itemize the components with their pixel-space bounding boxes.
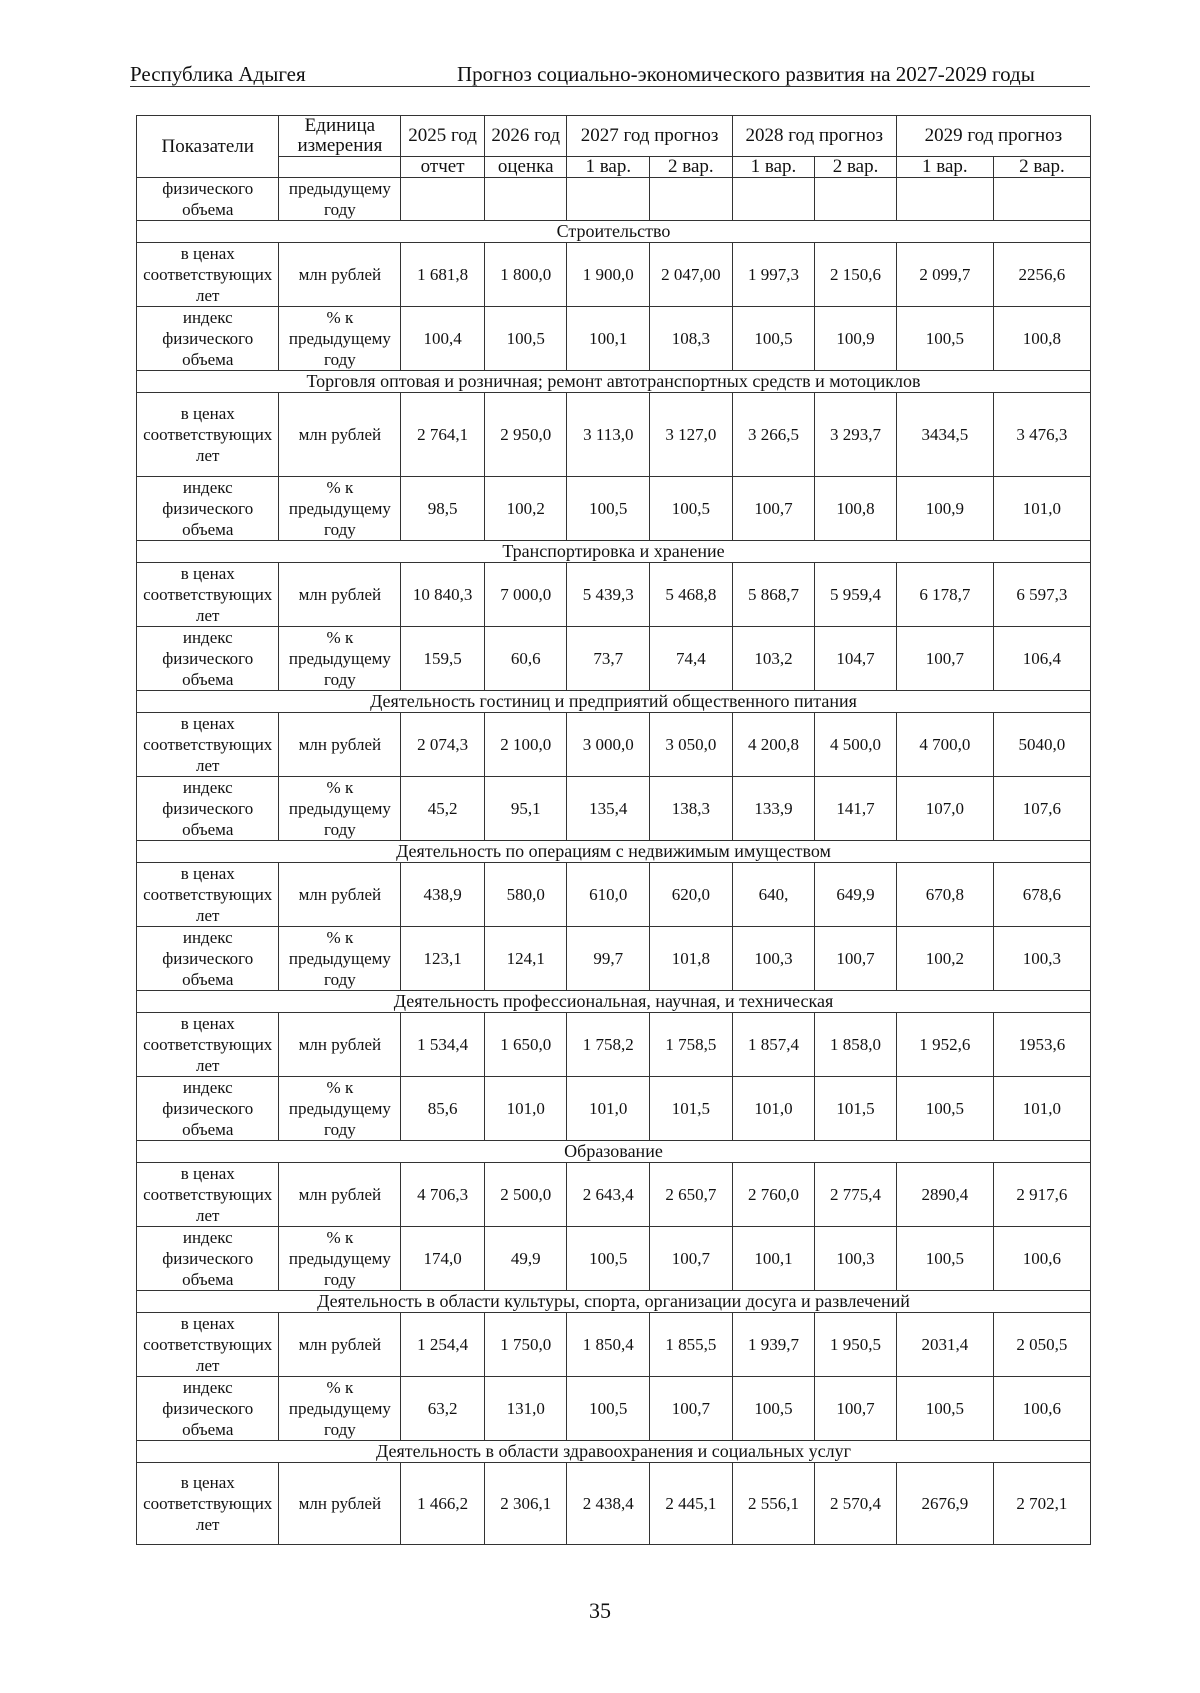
- value-cell: 1 466,2: [401, 1463, 485, 1545]
- row-unit: млн рублей: [279, 1463, 401, 1545]
- value-cell: 3 293,7: [815, 393, 897, 477]
- value-cell: 100,3: [815, 1227, 897, 1291]
- value-cell: 2031,4: [896, 1313, 993, 1377]
- forecast-table: [136, 115, 1091, 1545]
- value-cell: 1 650,0: [484, 1013, 567, 1077]
- empty-cell: [650, 178, 733, 221]
- value-cell: 2 150,6: [815, 243, 897, 307]
- header-row: [137, 116, 1091, 157]
- value-cell: 100,9: [896, 477, 993, 541]
- value-cell: 1 534,4: [401, 1013, 485, 1077]
- row-unit: млн рублей: [279, 393, 401, 477]
- value-cell: 5040,0: [993, 713, 1090, 777]
- value-cell: 124,1: [484, 927, 567, 991]
- value-cell: 3 127,0: [650, 393, 733, 477]
- value-cell: 107,6: [993, 777, 1090, 841]
- value-cell: 100,2: [484, 477, 567, 541]
- value-cell: 3 050,0: [650, 713, 733, 777]
- section-row: [137, 841, 1091, 863]
- value-cell: 100,3: [993, 927, 1090, 991]
- value-cell: 1 997,3: [732, 243, 815, 307]
- value-cell: 5 868,7: [732, 563, 815, 627]
- row-label: в ценах соответствующих лет: [137, 563, 279, 627]
- value-cell: 2 702,1: [993, 1463, 1090, 1545]
- value-cell: 2890,4: [896, 1163, 993, 1227]
- value-cell: 63,2: [401, 1377, 485, 1441]
- value-cell: 45,2: [401, 777, 485, 841]
- table-row: [137, 1463, 1091, 1545]
- value-cell: 131,0: [484, 1377, 567, 1441]
- section-row: [137, 991, 1091, 1013]
- value-cell: 2676,9: [896, 1463, 993, 1545]
- row-unit: млн рублей: [279, 563, 401, 627]
- value-cell: 60,6: [484, 627, 567, 691]
- value-cell: 135,4: [567, 777, 650, 841]
- value-cell: 4 700,0: [896, 713, 993, 777]
- value-cell: 100,7: [896, 627, 993, 691]
- value-cell: 3 266,5: [732, 393, 815, 477]
- value-cell: 1 758,2: [567, 1013, 650, 1077]
- row-label: индекс физического объема: [137, 1377, 279, 1441]
- table-row: [137, 1227, 1091, 1291]
- value-cell: 580,0: [484, 863, 567, 927]
- value-cell: 2 500,0: [484, 1163, 567, 1227]
- value-cell: 100,9: [815, 307, 897, 371]
- document-title: Прогноз социально-экономического развития на 2027-2029 годы: [457, 62, 1035, 86]
- value-cell: 49,9: [484, 1227, 567, 1291]
- value-cell: 10 840,3: [401, 563, 485, 627]
- subheader-row: [137, 157, 1091, 178]
- row-unit: % к предыдущему году: [279, 477, 401, 541]
- row-label: в ценах соответствующих лет: [137, 1463, 279, 1545]
- value-cell: 123,1: [401, 927, 485, 991]
- value-cell: 1 855,5: [650, 1313, 733, 1377]
- row-unit: % к предыдущему году: [279, 927, 401, 991]
- row-unit: млн рублей: [279, 243, 401, 307]
- section-title: Строительство: [137, 221, 1091, 243]
- col-2029-var1: 1 вар.: [896, 157, 993, 178]
- value-cell: 100,3: [732, 927, 815, 991]
- section-row: [137, 541, 1091, 563]
- value-cell: 3 113,0: [567, 393, 650, 477]
- empty-cell: [732, 178, 815, 221]
- row-unit: % к предыдущему году: [279, 1377, 401, 1441]
- row-label: в ценах соответствующих лет: [137, 863, 279, 927]
- value-cell: 2 917,6: [993, 1163, 1090, 1227]
- value-cell: 2 100,0: [484, 713, 567, 777]
- value-cell: 100,6: [993, 1377, 1090, 1441]
- value-cell: 1 681,8: [401, 243, 485, 307]
- value-cell: 2 445,1: [650, 1463, 733, 1545]
- value-cell: 100,7: [650, 1227, 733, 1291]
- value-cell: 101,0: [484, 1077, 567, 1141]
- value-cell: 2 099,7: [896, 243, 993, 307]
- value-cell: 100,5: [896, 1077, 993, 1141]
- value-cell: 100,7: [815, 927, 897, 991]
- value-cell: 2 760,0: [732, 1163, 815, 1227]
- col-unit: Единица измерения: [279, 116, 401, 157]
- value-cell: 438,9: [401, 863, 485, 927]
- empty-cell: [815, 178, 897, 221]
- col-2027-var1: 1 вар.: [567, 157, 650, 178]
- col-2027-var2: 2 вар.: [650, 157, 733, 178]
- value-cell: 640,: [732, 863, 815, 927]
- section-title: Деятельность в области здравоохранения и социальных услуг: [137, 1441, 1091, 1463]
- value-cell: 2 764,1: [401, 393, 485, 477]
- section-row: [137, 1291, 1091, 1313]
- row-unit: % к предыдущему году: [279, 777, 401, 841]
- value-cell: 3 476,3: [993, 393, 1090, 477]
- row-unit: млн рублей: [279, 863, 401, 927]
- row-unit: % к предыдущему году: [279, 627, 401, 691]
- row-label: в ценах соответствующих лет: [137, 713, 279, 777]
- section-title: Торговля оптовая и розничная; ремонт автотранспортных средств и мотоциклов: [137, 371, 1091, 393]
- col-2028: 2028 год прогноз: [732, 116, 896, 157]
- value-cell: 100,5: [567, 1227, 650, 1291]
- section-title: Деятельность гостиниц и предприятий общественного питания: [137, 691, 1091, 713]
- value-cell: 6 597,3: [993, 563, 1090, 627]
- row-label: в ценах соответствующих лет: [137, 393, 279, 477]
- col-2028-var1: 1 вар.: [732, 157, 815, 178]
- value-cell: 649,9: [815, 863, 897, 927]
- col-2026-sub: оценка: [484, 157, 567, 178]
- running-header: [130, 60, 1090, 87]
- row-label: индекс физического объема: [137, 307, 279, 371]
- value-cell: 1 857,4: [732, 1013, 815, 1077]
- section-title: Транспортировка и хранение: [137, 541, 1091, 563]
- value-cell: 2 775,4: [815, 1163, 897, 1227]
- value-cell: 73,7: [567, 627, 650, 691]
- section-title: Деятельность по операциям с недвижимым имуществом: [137, 841, 1091, 863]
- value-cell: 1953,6: [993, 1013, 1090, 1077]
- row-label: индекс физического объема: [137, 777, 279, 841]
- value-cell: 101,0: [567, 1077, 650, 1141]
- value-cell: 100,2: [896, 927, 993, 991]
- row-label: индекс физического объема: [137, 1077, 279, 1141]
- value-cell: 107,0: [896, 777, 993, 841]
- value-cell: 4 706,3: [401, 1163, 485, 1227]
- value-cell: 100,5: [732, 307, 815, 371]
- col-unit-blank: [279, 157, 401, 178]
- table-row: [137, 777, 1091, 841]
- value-cell: 100,6: [993, 1227, 1090, 1291]
- table-row: [137, 1013, 1091, 1077]
- empty-cell: [484, 178, 567, 221]
- col-2029-var2: 2 вар.: [993, 157, 1090, 178]
- value-cell: 2 047,00: [650, 243, 733, 307]
- value-cell: 100,5: [896, 307, 993, 371]
- row-unit: млн рублей: [279, 713, 401, 777]
- row-unit: млн рублей: [279, 1313, 401, 1377]
- value-cell: 100,5: [650, 477, 733, 541]
- value-cell: 4 200,8: [732, 713, 815, 777]
- value-cell: 2 438,4: [567, 1463, 650, 1545]
- row-label: индекс физического объема: [137, 927, 279, 991]
- continuation-unit: предыдущему году: [279, 178, 401, 221]
- row-label: индекс физического объема: [137, 627, 279, 691]
- row-label: индекс физического объема: [137, 477, 279, 541]
- section-row: [137, 371, 1091, 393]
- row-label: в ценах соответствующих лет: [137, 243, 279, 307]
- value-cell: 100,5: [732, 1377, 815, 1441]
- value-cell: 74,4: [650, 627, 733, 691]
- value-cell: 100,8: [993, 307, 1090, 371]
- value-cell: 106,4: [993, 627, 1090, 691]
- value-cell: 101,0: [993, 477, 1090, 541]
- value-cell: 1 750,0: [484, 1313, 567, 1377]
- value-cell: 100,5: [896, 1377, 993, 1441]
- value-cell: 1 950,5: [815, 1313, 897, 1377]
- table-row: [137, 563, 1091, 627]
- value-cell: 678,6: [993, 863, 1090, 927]
- empty-cell: [896, 178, 993, 221]
- table-row: [137, 713, 1091, 777]
- value-cell: 3434,5: [896, 393, 993, 477]
- value-cell: 108,3: [650, 307, 733, 371]
- value-cell: 159,5: [401, 627, 485, 691]
- table-row: [137, 1377, 1091, 1441]
- value-cell: 100,4: [401, 307, 485, 371]
- section-title: Деятельность профессиональная, научная, и техническая: [137, 991, 1091, 1013]
- col-2025-sub: отчет: [401, 157, 485, 178]
- value-cell: 98,5: [401, 477, 485, 541]
- value-cell: 1 939,7: [732, 1313, 815, 1377]
- value-cell: 101,0: [732, 1077, 815, 1141]
- value-cell: 101,5: [650, 1077, 733, 1141]
- section-title: Деятельность в области культуры, спорта, организации досуга и развлечений: [137, 1291, 1091, 1313]
- value-cell: 100,1: [732, 1227, 815, 1291]
- value-cell: 670,8: [896, 863, 993, 927]
- table-row: [137, 627, 1091, 691]
- value-cell: 1 254,4: [401, 1313, 485, 1377]
- value-cell: 5 439,3: [567, 563, 650, 627]
- value-cell: 1 800,0: [484, 243, 567, 307]
- value-cell: 1 758,5: [650, 1013, 733, 1077]
- value-cell: 2 556,1: [732, 1463, 815, 1545]
- value-cell: 5 468,8: [650, 563, 733, 627]
- row-unit: млн рублей: [279, 1013, 401, 1077]
- value-cell: 5 959,4: [815, 563, 897, 627]
- value-cell: 103,2: [732, 627, 815, 691]
- table-row: [137, 243, 1091, 307]
- value-cell: 1 850,4: [567, 1313, 650, 1377]
- col-2025: 2025 год: [401, 116, 485, 157]
- value-cell: 100,5: [567, 477, 650, 541]
- page-number: 35: [589, 1598, 611, 1623]
- value-cell: 85,6: [401, 1077, 485, 1141]
- row-label: в ценах соответствующих лет: [137, 1013, 279, 1077]
- table-row: [137, 863, 1091, 927]
- col-2026: 2026 год: [484, 116, 567, 157]
- row-unit: % к предыдущему году: [279, 307, 401, 371]
- value-cell: 99,7: [567, 927, 650, 991]
- section-row: [137, 221, 1091, 243]
- section-row: [137, 1441, 1091, 1463]
- value-cell: 2 950,0: [484, 393, 567, 477]
- section-row: [137, 1141, 1091, 1163]
- value-cell: 138,3: [650, 777, 733, 841]
- row-unit: % к предыдущему году: [279, 1077, 401, 1141]
- col-indicator: Показатели: [137, 116, 279, 178]
- value-cell: 610,0: [567, 863, 650, 927]
- value-cell: 2 050,5: [993, 1313, 1090, 1377]
- value-cell: 2 643,4: [567, 1163, 650, 1227]
- value-cell: 100,5: [484, 307, 567, 371]
- row-label: в ценах соответствующих лет: [137, 1313, 279, 1377]
- value-cell: 2256,6: [993, 243, 1090, 307]
- value-cell: 7 000,0: [484, 563, 567, 627]
- value-cell: 100,1: [567, 307, 650, 371]
- region-name: Республика Адыгея: [130, 62, 306, 86]
- table-row: [137, 927, 1091, 991]
- value-cell: 100,8: [815, 477, 897, 541]
- continuation-label: физического объема: [137, 178, 279, 221]
- continuation-row: [137, 178, 1091, 221]
- value-cell: 1 952,6: [896, 1013, 993, 1077]
- col-2027: 2027 год прогноз: [567, 116, 732, 157]
- table-row: [137, 477, 1091, 541]
- value-cell: 104,7: [815, 627, 897, 691]
- row-label: в ценах соответствующих лет: [137, 1163, 279, 1227]
- value-cell: 620,0: [650, 863, 733, 927]
- value-cell: 1 858,0: [815, 1013, 897, 1077]
- value-cell: 100,5: [896, 1227, 993, 1291]
- empty-cell: [567, 178, 650, 221]
- row-label: индекс физического объема: [137, 1227, 279, 1291]
- value-cell: 141,7: [815, 777, 897, 841]
- value-cell: 100,7: [650, 1377, 733, 1441]
- value-cell: 133,9: [732, 777, 815, 841]
- empty-cell: [401, 178, 485, 221]
- table-row: [137, 1163, 1091, 1227]
- table-row: [137, 1313, 1091, 1377]
- table-row: [137, 1077, 1091, 1141]
- row-unit: млн рублей: [279, 1163, 401, 1227]
- value-cell: 100,7: [732, 477, 815, 541]
- section-title: Образование: [137, 1141, 1091, 1163]
- value-cell: 101,0: [993, 1077, 1090, 1141]
- value-cell: 2 650,7: [650, 1163, 733, 1227]
- table-row: [137, 393, 1091, 477]
- value-cell: 4 500,0: [815, 713, 897, 777]
- value-cell: 6 178,7: [896, 563, 993, 627]
- value-cell: 1 900,0: [567, 243, 650, 307]
- value-cell: 95,1: [484, 777, 567, 841]
- value-cell: 2 306,1: [484, 1463, 567, 1545]
- value-cell: 101,5: [815, 1077, 897, 1141]
- row-unit: % к предыдущему году: [279, 1227, 401, 1291]
- value-cell: 174,0: [401, 1227, 485, 1291]
- value-cell: 3 000,0: [567, 713, 650, 777]
- table-row: [137, 307, 1091, 371]
- col-2028-var2: 2 вар.: [815, 157, 897, 178]
- value-cell: 2 570,4: [815, 1463, 897, 1545]
- value-cell: 101,8: [650, 927, 733, 991]
- value-cell: 100,5: [567, 1377, 650, 1441]
- empty-cell: [993, 178, 1090, 221]
- value-cell: 100,7: [815, 1377, 897, 1441]
- value-cell: 2 074,3: [401, 713, 485, 777]
- section-row: [137, 691, 1091, 713]
- col-2029: 2029 год прогноз: [896, 116, 1090, 157]
